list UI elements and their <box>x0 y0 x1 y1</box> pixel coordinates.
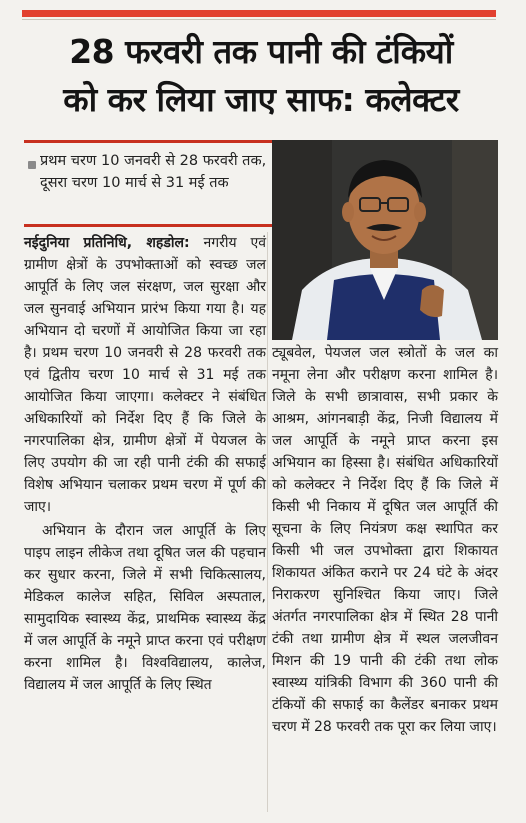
portrait-illustration <box>272 140 498 340</box>
subdeck-bottom-rule <box>24 224 272 227</box>
column-divider <box>267 232 268 812</box>
headline <box>26 28 496 140</box>
subdeck-text: प्रथम चरण 10 जनवरी से 28 फरवरी तक, दूसरा चरण 10 मार्च से 31 मई तक <box>40 153 267 191</box>
paragraph-3: ट्यूबवेल, पेयजल जल स्त्रोतों के जल का नमूना लेना और परीक्षण करना शामिल है। जिले के सभी छात्रावास, सभी प्रकार के आश्रम, आंगनबाड़ी केंद्र, निजी विद्यालय में जल आपूर्ति के नमूने प्राप्त करना इस अभियान का हिस्सा है। संबंधित अधिकारियों को कलेक्टर ने निर्देश दिए हैं कि जिले में किसी भी निकाय में दूषित जल आपूर्ति की सूचना के लिए नियंत्रण कक्ष स्थापित कर किसी भी जल उपभोक्ता द्वारा शिकायत शिकायत अंकित कराने पर 24 घंटे के अंदर निराकरण सुनिश्चित किया जाए। जिले अंतर्गत नगरपालिका क्षेत्र में स्थित 28 पानी टंकी तथा ग्रामीण क्षेत्र में स्थल जलजीवन मिशन की 19 पानी की टंकी तथा लोक स्वास्थ्य यांत्रिकी विभाग की 360 पानी की टंकियों की सफाई का कैलेंडर बनाकर प्रथम चरण में 28 फरवरी तक पूरा कर लिया जाए। <box>272 345 498 735</box>
dateline: नईदुनिया प्रतिनिधि, शहडोल: <box>24 235 190 251</box>
subdeck-top-rule <box>24 140 272 143</box>
article-column-2 <box>272 342 498 738</box>
portrait-photo <box>272 140 498 340</box>
article-column-1 <box>24 232 266 696</box>
square-bullet-icon <box>28 161 36 169</box>
subdeck <box>24 140 272 228</box>
paragraph-2: अभियान के दौरान जल आपूर्ति के लिए पाइप लाइन लीकेज तथा दूषित जल की पहचान कर सुधार करना, जिले में सभी चिकित्सालय, मेडिकल कालेज सहित, सिविल अस्पताल, सामुदायिक स्वास्थ्य केंद्र, प्राथमिक स्वास्थ्य केंद्र में जल आपूर्ति के नमूने प्राप्त करना एवं परीक्षण करना शामिल है। विश्वविद्यालय, कालेज, विद्यालय में जल आपूर्ति के लिए स्थित <box>24 523 266 693</box>
headline-line-2: को कर लिया जाए साफ: कलेक्टर <box>63 80 459 119</box>
paragraph-1-text: नगरीय एवं ग्रामीण क्षेत्रों के उपभोक्ताओं को स्वच्छ जल आपूर्ति के लिए जल संरक्षण, जल सुरक्षा और जल सुनवाई अभियान प्रारंभ किया गया है। यह अभियान दो चरणों में आयोजित किया जा रहा है। प्रथम चरण 10 जनवरी से 28 फरवरी तक एवं द्वितीय चरण 10 मार्च से 31 मई तक आयोजित किया जाएगा। कलेक्टर ने संबंधित अधिकारियों को निर्देश दिए हैं कि जिले के नगरपालिका क्षेत्र, ग्रामीण क्षेत्रों में पेयजल के लिए उपयोग की जा रही पानी टंकी की सफाई विशेष अभियान चलाकर प्रथम चरण में पूर्ण की जाए। <box>24 235 266 515</box>
paragraph-1 <box>24 232 266 518</box>
top-thin-rule <box>22 19 496 20</box>
top-red-rule <box>22 10 496 17</box>
headline-line-1: 28 फरवरी तक पानी की टंकियों <box>69 32 453 71</box>
